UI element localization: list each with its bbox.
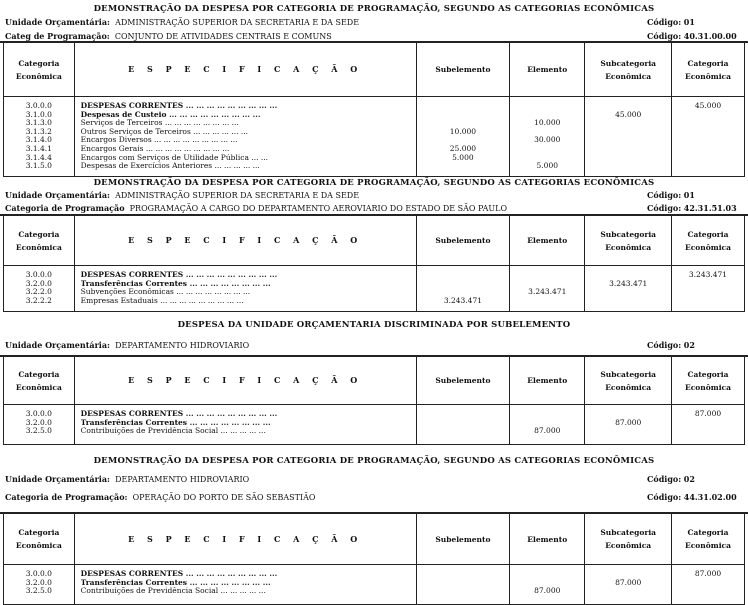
value-subcat — [585, 128, 671, 137]
row-description: Despesas de Custeio ... ... ... ... ... ... ... ... ... — [80, 110, 261, 119]
row-description: DESPESAS CORRENTES ... ... ... ... ... ... ... ... ... — [80, 271, 278, 279]
unidade-value: DEPARTAMENTO HIDROVIARIO — [115, 475, 250, 484]
value-sub: 5.000 — [452, 153, 474, 162]
unidade-line — [5, 474, 249, 484]
codigo-label: Código: — [647, 190, 682, 200]
row-description: DESPESAS CORRENTES ... ... ... ... ... ... ... ... ... — [80, 410, 278, 418]
category-code: 3.2.0.0 — [25, 279, 52, 288]
header-categoria2-eco-text: Econômica — [685, 242, 731, 252]
table-header — [4, 357, 745, 405]
row-description: Serviços de Terceiros ... ... ... ... ... ... ... ... — [80, 119, 239, 128]
category-code: 3.2.2.0 — [25, 288, 52, 297]
codigo-label: Código: — [647, 474, 682, 484]
row-description: DESPESAS CORRENTES ... ... ... ... ... ... ... ... ... — [80, 102, 278, 110]
header-categoria2-text: Categoria — [687, 369, 729, 379]
cat-column — [672, 405, 745, 445]
section-title: DEMONSTRAÇÃO DA DESPESA POR CATEGORIA DE PROGRAMAÇÃO, SEGUNDO AS CATEGORIAS ECONÔMICAS — [93, 178, 655, 188]
header-categoria-economica — [672, 514, 745, 565]
value-elem — [510, 570, 584, 579]
header-especificacao: E S P E C I F I C A Ç Ã O — [74, 357, 416, 405]
codes-column — [4, 266, 75, 312]
value-subcat — [585, 102, 671, 111]
value-elem — [510, 271, 584, 280]
unidade-label: Unidade Orçamentária: — [5, 190, 110, 200]
header-subelemento: Subelemento — [416, 216, 509, 266]
header-categoria2-text: Categoria — [687, 229, 729, 239]
value-elem — [510, 297, 584, 306]
value-subcat — [585, 297, 671, 306]
category-code: 3.2.0.0 — [25, 418, 52, 427]
codigo-programacao-label: Código: — [647, 203, 682, 213]
value-subcat — [585, 271, 671, 280]
row-description: Transferências Correntes ... ... ... ... ... ... ... ... — [80, 578, 271, 587]
header-economica-text: Econômica — [15, 71, 62, 81]
header-especificacao: E S P E C I F I C A Ç Ã O — [74, 43, 416, 97]
header-economica-text: Econômica — [15, 541, 62, 550]
table-header — [4, 514, 745, 565]
value-sub — [417, 136, 509, 145]
codigo-line — [647, 17, 695, 27]
header-elemento: Elemento — [510, 216, 585, 266]
codigo-label: Código: — [647, 17, 682, 27]
sub-column — [416, 405, 509, 445]
unidade-label: Unidade Orçamentária: — [5, 17, 110, 27]
codes-column — [4, 565, 75, 605]
codigo-programacao-label: Código: — [647, 492, 682, 502]
value-sub: 10.000 — [449, 127, 477, 136]
value-subcat: 3.243.471 — [609, 279, 648, 288]
header-subcategoria-text: Subcategoria — [600, 229, 657, 239]
value-sub — [417, 288, 509, 297]
header-economica-text: Econômica — [15, 382, 62, 392]
category-code: 3.2.0.0 — [25, 578, 52, 587]
codigo-programacao-value: 40.31.00.00 — [683, 31, 737, 41]
table-header — [4, 216, 745, 266]
value-sub — [417, 587, 509, 596]
header-categoria — [4, 43, 75, 97]
categoria-value: PROGRAMAÇÃO A CARGO DO DEPARTAMENTO AEROVIARIO DO ESTADO DE SÃO PAULO — [129, 204, 508, 213]
category-code: 3.2.2.2 — [25, 296, 52, 305]
categoria-value: OPERAÇÃO DO PORTO DE SÃO SEBASTIÃO — [132, 493, 316, 502]
value-cat — [672, 280, 744, 289]
header-categoria2-eco-text: Econômica — [685, 71, 731, 81]
cat-column — [672, 266, 745, 312]
value-cat: 87.000 — [694, 410, 722, 418]
value-subcat — [585, 145, 671, 154]
value-cat: 87.000 — [694, 570, 722, 578]
unidade-label: Unidade Orçamentária: — [5, 340, 110, 350]
codigo-value: 01 — [683, 190, 695, 200]
header-subcategoria-eco-text: Econômica — [605, 541, 652, 550]
cat-column — [672, 565, 745, 605]
row-description: Encargos Gerais ... ... ... ... ... ... ... ... ... — [80, 144, 230, 153]
value-elem — [510, 154, 584, 163]
header-subcategoria-text: Subcategoria — [600, 528, 657, 537]
value-subcat: 87.000 — [615, 578, 642, 587]
value-sub: 25.000 — [449, 144, 477, 153]
row-description: Outros Serviços de Terceiros ... ... ... ... ... ... — [80, 127, 249, 136]
value-elem — [510, 280, 584, 289]
header-categoria2-eco-text: Econômica — [685, 541, 731, 550]
value-cat — [672, 119, 744, 128]
value-cat — [672, 136, 744, 145]
table-header — [4, 43, 745, 97]
codigo-value: 02 — [683, 340, 695, 350]
header-subelemento: Subelemento — [416, 357, 509, 405]
row-description: Transferências Correntes ... ... ... ... ... ... ... ... — [80, 418, 271, 427]
value-cat — [672, 587, 744, 596]
value-cat — [672, 111, 744, 120]
value-cat — [672, 419, 744, 428]
value-elem — [510, 102, 584, 111]
unidade-line — [5, 340, 249, 350]
categoria-line — [5, 31, 332, 41]
value-elem: 87.000 — [534, 587, 561, 596]
value-elem: 3.243.471 — [528, 288, 567, 297]
unidade-line — [5, 17, 359, 27]
codigo-label: Código: — [647, 340, 682, 350]
categoria-value: CONJUNTO DE ATIVIDADES CENTRAIS E COMUNS — [114, 32, 332, 41]
codigo-line — [647, 340, 695, 350]
value-cat: 45.000 — [694, 102, 722, 110]
table-body — [4, 97, 745, 177]
header-categoria — [4, 216, 75, 266]
cat-column — [672, 97, 745, 177]
row-description: Despesas de Exercícios Anteriores ... ... ... ... ... — [80, 162, 260, 171]
table-body — [4, 565, 745, 605]
value-sub: 3.243.471 — [443, 296, 482, 305]
codigo-programacao-value: 44.31.02.00 — [683, 492, 737, 502]
value-sub — [417, 102, 509, 111]
categoria-label: Categoria de Programação: — [5, 492, 128, 502]
unidade-label: Unidade Orçamentária: — [5, 474, 110, 484]
codigo-programacao-line — [647, 492, 737, 502]
category-code: 3.0.0.0 — [25, 570, 52, 578]
codigo-programacao-line — [647, 31, 737, 41]
header-subcategoria-eco-text: Econômica — [605, 71, 652, 81]
header-economica-text: Econômica — [15, 242, 62, 252]
value-sub — [417, 579, 509, 588]
value-cat — [672, 162, 744, 171]
codigo-programacao-value: 42.31.51.03 — [683, 203, 737, 213]
value-subcat — [585, 587, 671, 596]
especificacao-column — [74, 405, 416, 445]
row-description: Contribuições de Previdência Social ... ... ... ... ... — [80, 427, 266, 436]
unidade-line — [5, 190, 359, 200]
header-categoria — [4, 357, 75, 405]
expense-table — [3, 356, 745, 445]
unidade-value: DEPARTAMENTO HIDROVIARIO — [115, 341, 250, 350]
value-sub — [417, 162, 509, 171]
header-categoria-text: Categoria — [18, 528, 60, 537]
expense-table — [3, 215, 745, 312]
header-subelemento: Subelemento — [416, 514, 509, 565]
value-sub — [417, 570, 509, 579]
value-elem: 5.000 — [536, 162, 558, 171]
codigo-value: 01 — [683, 17, 695, 27]
value-elem — [510, 579, 584, 588]
value-cat — [672, 579, 744, 588]
codes-column — [4, 405, 75, 445]
codigo-value: 02 — [683, 474, 695, 484]
header-subcategoria-eco-text: Econômica — [605, 382, 652, 392]
elem-column — [510, 97, 585, 177]
subcat-column — [585, 266, 672, 312]
value-elem — [510, 410, 584, 419]
codigo-line — [647, 190, 695, 200]
value-sub — [417, 271, 509, 280]
sub-column — [416, 565, 509, 605]
value-elem — [510, 145, 584, 154]
value-elem — [510, 128, 584, 137]
especificacao-column — [74, 97, 416, 177]
sub-column — [416, 97, 509, 177]
categoria-line — [5, 203, 507, 213]
header-categoria2-text: Categoria — [687, 58, 729, 68]
row-description: Contribuições de Previdência Social ... ... ... ... ... — [80, 587, 266, 596]
category-code: 3.1.4.4 — [25, 153, 52, 162]
header-subcategoria — [585, 514, 672, 565]
value-elem: 10.000 — [534, 119, 561, 128]
codigo-programacao-line — [647, 203, 737, 213]
expense-table — [3, 42, 745, 177]
row-description: Empresas Estaduais ... ... ... ... ... ... ... ... ... — [80, 296, 244, 305]
categoria-label: Categoria de Programação — [5, 203, 125, 213]
sub-column — [416, 266, 509, 312]
value-cat — [672, 154, 744, 163]
categoria-label: Categ de Programação: — [5, 31, 110, 41]
header-subelemento: Subelemento — [416, 43, 509, 97]
value-sub — [417, 280, 509, 289]
elem-column — [510, 405, 585, 445]
category-code: 3.0.0.0 — [25, 410, 52, 418]
value-subcat: 45.000 — [615, 110, 642, 119]
header-categoria-economica — [672, 43, 745, 97]
header-categoria-text: Categoria — [18, 229, 60, 239]
value-cat — [672, 145, 744, 154]
value-elem: 87.000 — [534, 427, 561, 436]
row-description: Encargos com Serviços de Utilidade Pública ... ... — [80, 153, 269, 162]
header-categoria-text: Categoria — [18, 58, 60, 68]
value-subcat — [585, 154, 671, 163]
value-sub — [417, 427, 509, 436]
header-categoria2-text: Categoria — [687, 528, 729, 537]
category-code: 3.1.4.1 — [25, 144, 52, 153]
subcat-column — [585, 565, 672, 605]
unidade-value: ADMINISTRAÇÃO SUPERIOR DA SECRETARIA E DA SEDE — [115, 191, 360, 200]
header-categoria-text: Categoria — [18, 369, 60, 379]
header-subcategoria — [585, 43, 672, 97]
value-cat: 3.243.471 — [688, 271, 728, 279]
category-code: 3.1.3.0 — [25, 119, 52, 128]
subcat-column — [585, 97, 672, 177]
value-cat — [672, 427, 744, 436]
section-title: DESPESA DA UNIDADE ORÇAMENTARIA DISCRIMINADA POR SUBELEMENTO — [177, 320, 571, 330]
row-description: Transferências Correntes ... ... ... ... ... ... ... ... — [80, 279, 271, 288]
value-cat — [672, 297, 744, 306]
elem-column — [510, 565, 585, 605]
header-subcategoria-eco-text: Econômica — [605, 242, 652, 252]
header-especificacao: E S P E C I F I C A Ç Ã O — [74, 514, 416, 565]
category-code: 3.2.5.0 — [25, 427, 52, 436]
categoria-line — [5, 492, 315, 502]
especificacao-column — [74, 266, 416, 312]
value-subcat — [585, 570, 671, 579]
value-elem: 30.000 — [534, 136, 561, 145]
value-subcat — [585, 162, 671, 171]
section-title: DEMONSTRAÇÃO DA DESPESA POR CATEGORIA DE PROGRAMAÇÃO, SEGUNDO AS CATEGORIAS ECONÔMICAS — [93, 456, 655, 466]
value-subcat: 87.000 — [615, 418, 642, 427]
value-sub — [417, 410, 509, 419]
header-especificacao: E S P E C I F I C A Ç Ã O — [74, 216, 416, 266]
elem-column — [510, 266, 585, 312]
value-sub — [417, 119, 509, 128]
header-subcategoria-text: Subcategoria — [600, 369, 657, 379]
value-elem — [510, 419, 584, 428]
subcat-column — [585, 405, 672, 445]
header-elemento: Elemento — [510, 514, 585, 565]
value-subcat — [585, 410, 671, 419]
value-cat — [672, 288, 744, 297]
header-elemento: Elemento — [510, 43, 585, 97]
codes-column — [4, 97, 75, 177]
value-subcat — [585, 136, 671, 145]
unidade-value: ADMINISTRAÇÃO SUPERIOR DA SECRETARIA E DA SEDE — [115, 18, 360, 27]
row-description: Encargos Diversos ... ... ... ... ... ... ... ... ... — [80, 136, 238, 145]
header-subcategoria — [585, 357, 672, 405]
header-categoria-economica — [672, 357, 745, 405]
value-subcat — [585, 427, 671, 436]
value-cat — [672, 128, 744, 137]
codigo-programacao-label: Código: — [647, 31, 682, 41]
value-subcat — [585, 288, 671, 297]
value-sub — [417, 111, 509, 120]
category-code: 3.1.5.0 — [25, 162, 52, 171]
header-categoria — [4, 514, 75, 565]
value-elem — [510, 111, 584, 120]
header-elemento: Elemento — [510, 357, 585, 405]
row-description: DESPESAS CORRENTES ... ... ... ... ... ... ... ... ... — [80, 570, 278, 578]
codigo-line — [647, 474, 695, 484]
expense-table — [3, 513, 745, 605]
section-title: DEMONSTRAÇÃO DA DESPESA POR CATEGORIA DE PROGRAMAÇÃO, SEGUNDO AS CATEGORIAS ECONÔMICAS — [93, 4, 655, 14]
category-code: 3.1.4.0 — [25, 136, 52, 145]
category-code: 3.2.5.0 — [25, 587, 52, 596]
table-body — [4, 405, 745, 445]
header-subcategoria-text: Subcategoria — [600, 58, 657, 68]
header-categoria2-eco-text: Econômica — [685, 382, 731, 392]
especificacao-column — [74, 565, 416, 605]
header-subcategoria — [585, 216, 672, 266]
category-code: 3.0.0.0 — [25, 102, 52, 110]
header-categoria-economica — [672, 216, 745, 266]
value-subcat — [585, 119, 671, 128]
value-sub — [417, 419, 509, 428]
category-code: 3.1.0.0 — [25, 110, 52, 119]
table-body — [4, 266, 745, 312]
category-code: 3.0.0.0 — [25, 271, 52, 279]
category-code: 3.1.3.2 — [25, 127, 52, 136]
row-description: Subvenções Econômicas ... ... ... ... ... ... ... ... — [80, 288, 251, 297]
